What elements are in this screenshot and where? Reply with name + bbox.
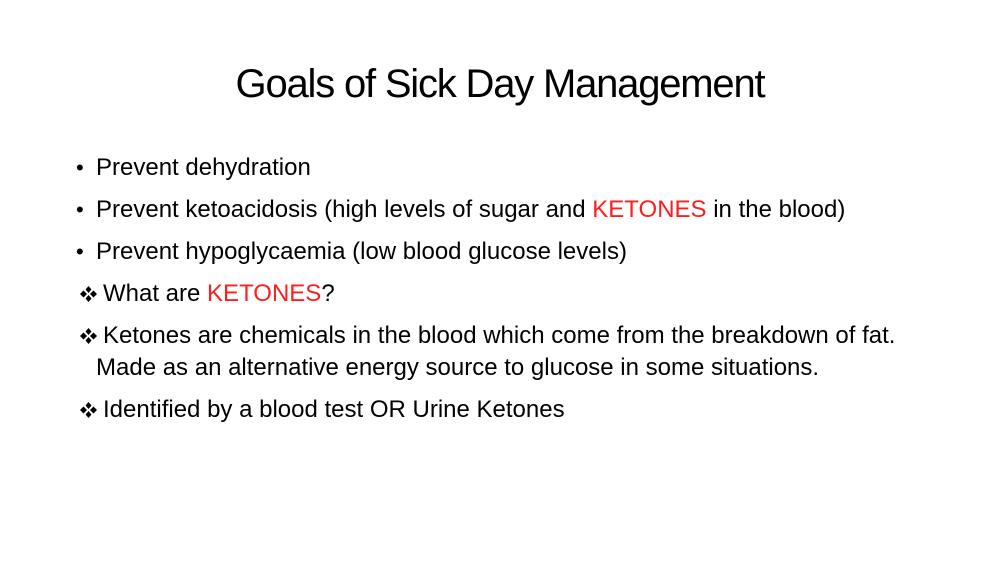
four-diamond-bullet-icon (76, 394, 102, 426)
round-bullet-icon: • (76, 155, 84, 180)
bullet-item (76, 394, 936, 426)
bullet-text-end: ? (321, 280, 335, 307)
slide-title: Goals of Sick Day Management (235, 62, 765, 106)
round-bullet-icon: • (76, 239, 84, 264)
bullet-text-start: What are (103, 280, 208, 307)
round-bullet-icon: • (76, 197, 84, 222)
highlight-text: KETONES (592, 196, 707, 223)
bullet-text: Identified by a blood test OR Urine Ketones (103, 396, 565, 423)
bullet-text: Prevent hypoglycaemia (low blood glucose levels) (96, 238, 627, 265)
bullet-text: Ketones are chemicals in the blood which come from the breakdown of fat. Made as an alternative energy source to glucose in some situations. (96, 322, 896, 381)
four-diamond-bullet-icon (76, 320, 102, 352)
bullet-item (76, 278, 936, 310)
bullet-item (76, 194, 936, 226)
bullet-text: Prevent dehydration (96, 154, 311, 181)
four-diamond-bullet-icon (76, 278, 102, 310)
bullet-item (76, 152, 936, 184)
bullet-text-start: Prevent ketoacidosis (high levels of sugar and (96, 196, 593, 223)
bullet-item (76, 320, 946, 384)
highlight-text: KETONES (207, 280, 322, 307)
bullet-list (76, 152, 936, 436)
bullet-text-end: in the blood) (706, 196, 846, 223)
bullet-item (76, 236, 936, 268)
